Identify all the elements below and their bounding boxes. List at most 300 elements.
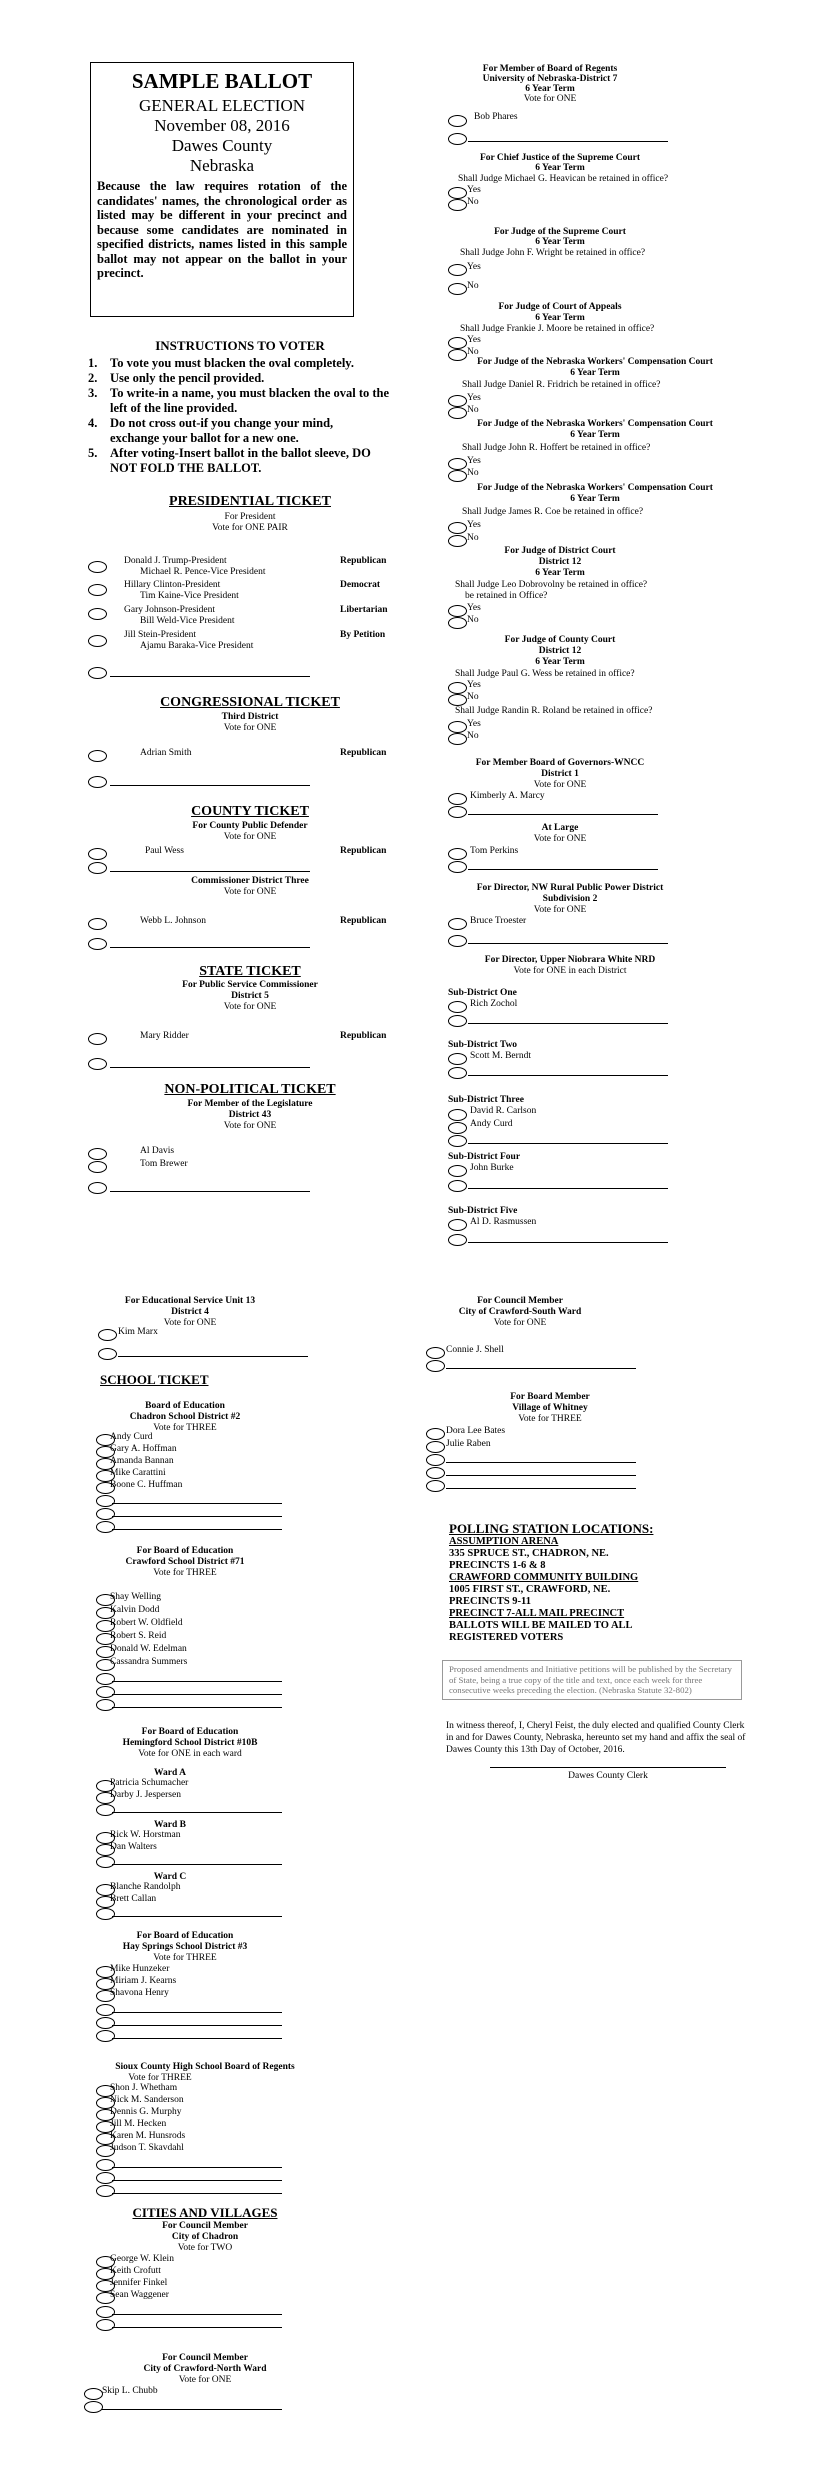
candidate-name: Mike Hunzeker <box>110 1964 170 1974</box>
candidate-name: Hillary Clinton-President <box>124 580 221 590</box>
party-label: Democrat <box>340 580 381 590</box>
candidate-name: Adrian Smith <box>140 748 192 758</box>
congressional-vote-for: Vote for ONE <box>223 723 277 733</box>
no-label: No <box>467 468 479 478</box>
candidate-name: Rich Zochol <box>470 999 518 1009</box>
yes-oval[interactable] <box>448 458 467 470</box>
signature-line <box>490 1767 726 1768</box>
write-in-oval[interactable] <box>426 1480 445 1492</box>
vote-oval[interactable] <box>448 1219 467 1231</box>
nw-rural-office: For Director, NW Rural Public Power District <box>476 883 664 893</box>
yes-label: Yes <box>467 335 481 345</box>
chadron-council-city: City of Chadron <box>171 2232 239 2242</box>
write-in-oval[interactable] <box>426 1360 445 1372</box>
candidate-name: Robert S. Reid <box>110 1631 167 1641</box>
supreme-court-office: For Judge of the Supreme Court <box>494 227 626 237</box>
yes-label: Yes <box>467 393 481 403</box>
candidate-name: Tom Brewer <box>140 1159 188 1169</box>
instruction-item: 3. To write-in a name, you must blacken the oval to the left of the line provided. <box>88 386 390 415</box>
write-in-line[interactable] <box>468 1188 668 1189</box>
chadron-school-district: Chadron School District #2 <box>129 1412 241 1422</box>
vote-oval[interactable] <box>426 1441 445 1453</box>
candidate-name: Scott M. Berndt <box>470 1051 531 1061</box>
nrd-subdistrict-title: Sub-District Two <box>448 1040 518 1050</box>
vote-oval-shell[interactable] <box>426 1347 445 1359</box>
state-vote-for: Vote for ONE <box>223 1002 277 1012</box>
crawford-north-vote-for: Vote for ONE <box>178 2375 232 2385</box>
instruction-item: 4. Do not cross out-if you change your mind, exchange your ballot for a new one. <box>88 416 334 445</box>
crawford-south-vote-for: Vote for ONE <box>493 1318 547 1328</box>
candidate-name: Rick W. Horstman <box>110 1830 181 1840</box>
candidate-name: George W. Klein <box>110 2254 174 2264</box>
write-in-line[interactable] <box>468 1023 668 1024</box>
running-mate: Michael R. Pence-Vice President <box>140 567 266 577</box>
yes-label: Yes <box>467 719 481 729</box>
esu-district: District 4 <box>171 1307 209 1317</box>
candidate-name: Blanche Randolph <box>110 1882 181 1892</box>
vote-oval-wess[interactable] <box>88 848 107 860</box>
write-in-oval[interactable] <box>426 1454 445 1466</box>
crawford-north-city: City of Crawford-North Ward <box>143 2364 267 2374</box>
legislature-district: District 43 <box>228 1110 272 1120</box>
write-in-oval[interactable] <box>96 2004 115 2016</box>
county-vote-for-1: Vote for ONE <box>223 832 277 842</box>
yes-oval[interactable] <box>448 337 467 349</box>
party-label: By Petition <box>340 630 386 640</box>
yes-oval[interactable] <box>448 682 467 694</box>
nrd-subdistrict-title: Sub-District One <box>448 988 517 998</box>
clerk-title: Dawes County Clerk <box>568 1771 648 1781</box>
candidate-name: Darby J. Jespersen <box>110 1790 181 1800</box>
nrd-subdistrict-title: Sub-District Three <box>448 1095 524 1105</box>
esu-vote-for: Vote for ONE <box>163 1318 217 1328</box>
write-in-oval[interactable] <box>96 2159 115 2171</box>
election-name: GENERAL ELECTION <box>138 96 306 115</box>
write-in-line[interactable] <box>112 2025 282 2026</box>
candidate-name: Amanda Bannan <box>110 1456 174 1466</box>
crawford-school-district: Crawford School District #71 <box>125 1557 245 1567</box>
vote-oval-smith[interactable] <box>88 750 107 762</box>
polling-precincts-1: PRECINCTS 1-6 & 8 <box>449 1560 546 1571</box>
nrd-vote-for: Vote for ONE in each District <box>513 966 627 976</box>
candidate-name: Miriam J. Kearns <box>110 1976 177 1986</box>
presidential-ticket-title: PRESIDENTIAL TICKET <box>169 494 331 509</box>
vote-oval[interactable] <box>448 1122 467 1134</box>
no-oval[interactable] <box>448 407 467 419</box>
write-in-line[interactable] <box>112 2327 282 2328</box>
retention-question: Shall Judge Daniel R. Fridrich be retained in office? <box>462 380 661 390</box>
vote-oval[interactable] <box>448 1109 467 1121</box>
no-oval[interactable] <box>448 694 467 706</box>
write-in-oval[interactable] <box>448 1067 467 1079</box>
party-label: Republican <box>340 846 387 856</box>
candidate-name: Shay Welling <box>110 1592 162 1602</box>
legislature-office: For Member of the Legislature <box>187 1099 313 1109</box>
candidate-name: Shon J. Whetham <box>110 2083 178 2093</box>
regents-office: For Member of Board of Regents <box>482 64 618 74</box>
write-in-oval[interactable] <box>96 1673 115 1685</box>
write-in-oval[interactable] <box>96 2306 115 2318</box>
nrd-subdistrict-title: Sub-District Four <box>448 1152 521 1162</box>
hemingford-school-office: For Board of Education <box>141 1727 239 1737</box>
candidate-name: Robert W. Oldfield <box>110 1618 183 1628</box>
wncc-at-large: At Large <box>541 823 579 833</box>
yes-label: Yes <box>467 262 481 272</box>
vote-oval-brewer[interactable] <box>88 1161 107 1173</box>
candidate-name: Gary Johnson-President <box>124 605 216 615</box>
crawford-school-vote-for: Vote for THREE <box>153 1568 217 1578</box>
comp-court-office: For Judge of the Nebraska Workers' Compensation Court <box>477 357 713 367</box>
ballot-header-box <box>90 62 354 317</box>
no-oval[interactable] <box>448 617 467 629</box>
write-in-oval[interactable] <box>448 1234 467 1246</box>
yes-label: Yes <box>467 520 481 530</box>
retention-question: Shall Judge Paul G. Wess be retained in office? <box>455 669 635 679</box>
election-date: November 08, 2016 <box>154 116 290 135</box>
retention-question: Shall Judge John R. Hoffert be retained in office? <box>462 443 651 453</box>
nrd-office: For Director, Upper Niobrara White NRD <box>484 955 656 965</box>
candidate-name: Brett Callan <box>110 1894 157 1904</box>
state-district: District 5 <box>231 991 269 1001</box>
vote-oval[interactable] <box>448 1165 467 1177</box>
candidate-name: Jennifer Finkel <box>110 2278 168 2288</box>
candidate-name: Karen M. Hunsrods <box>110 2131 186 2141</box>
write-in-oval[interactable] <box>448 1015 467 1027</box>
write-in-oval[interactable] <box>448 806 467 818</box>
candidate-name: Bruce Troester <box>470 916 527 926</box>
write-in-line[interactable] <box>112 1707 282 1708</box>
hay-springs-vote-for: Vote for THREE <box>153 1953 217 1963</box>
party-label: Libertarian <box>340 605 388 615</box>
write-in-line[interactable] <box>468 1075 668 1076</box>
write-in-oval[interactable] <box>448 133 467 145</box>
write-in-line[interactable] <box>112 1916 282 1917</box>
ballot-title: SAMPLE BALLOT <box>131 69 313 93</box>
vote-oval[interactable] <box>448 1053 467 1065</box>
vote-oval-perkins[interactable] <box>448 848 467 860</box>
no-label: No <box>467 405 479 415</box>
candidate-name: Jill Stein-President <box>124 630 197 640</box>
candidate-name: Tom Perkins <box>470 846 519 856</box>
state-office: For Public Service Commissioner <box>182 980 318 990</box>
chief-justice-office: For Chief Justice of the Supreme Court <box>479 153 641 163</box>
instruction-item: 2. Use only the pencil provided. <box>88 371 265 385</box>
crawford-north-office: For Council Member <box>162 2353 248 2363</box>
wncc-vote-for: Vote for ONE <box>533 780 587 790</box>
party-label: Republican <box>340 556 387 566</box>
retention-question: Shall Judge James R. Coe be retained in office? <box>462 507 644 517</box>
write-in-oval[interactable] <box>96 1699 115 1711</box>
presidential-vote-for: Vote for ONE PAIR <box>212 523 288 533</box>
candidate-name: Keith Crofutt <box>110 2266 161 2276</box>
write-in-line[interactable] <box>112 2193 282 2194</box>
write-in-oval[interactable] <box>448 1180 467 1192</box>
hemingford-school-district: Hemingford School District #10B <box>122 1738 258 1748</box>
yes-oval[interactable] <box>448 522 467 534</box>
write-in-line[interactable] <box>112 2012 282 2013</box>
write-in-oval[interactable] <box>448 861 467 873</box>
candidate-name: Nick M. Sanderson <box>110 2095 184 2105</box>
candidate-name: Jill M. Hecken <box>110 2119 167 2129</box>
write-in-oval[interactable] <box>88 938 107 950</box>
write-in-oval[interactable] <box>88 667 107 679</box>
polling-mail-note: BALLOTS WILL BE MAILED TO ALL REGISTERED VOTERS <box>449 1620 632 1643</box>
crawford-school-office: For Board of Education <box>136 1546 234 1556</box>
regents-vote-for: Vote for ONE <box>523 94 577 104</box>
comp-court-term: 6 Year Term <box>570 494 620 504</box>
write-in-line[interactable] <box>446 1475 636 1476</box>
whitney-vote-for: Vote for THREE <box>518 1414 582 1424</box>
yes-oval[interactable] <box>448 187 467 199</box>
candidate-name: Shavona Henry <box>110 1988 169 1998</box>
write-in-line[interactable] <box>446 1368 636 1369</box>
write-in-line[interactable] <box>112 2180 282 2181</box>
polling-mail-precinct: PRECINCT 7-ALL MAIL PRECINCT <box>449 1608 625 1619</box>
write-in-oval[interactable] <box>88 776 107 788</box>
nw-rural-vote-for: Vote for ONE <box>533 905 587 915</box>
no-label: No <box>467 197 479 207</box>
candidate-name: Al D. Rasmussen <box>470 1217 537 1227</box>
esu-office: For Educational Service Unit 13 <box>124 1296 256 1306</box>
write-in-oval[interactable] <box>426 1467 445 1479</box>
hay-springs-district: Hay Springs School District #3 <box>122 1942 248 1952</box>
candidate-name: Julie Raben <box>446 1439 491 1449</box>
vote-oval-trump[interactable] <box>88 561 107 573</box>
write-in-line[interactable] <box>102 2409 282 2410</box>
polling-address-1: 335 SPRUCE ST., CHADRON, NE. <box>449 1548 609 1559</box>
county-office-2: Commissioner District Three <box>191 876 309 886</box>
court-of-appeals-office: For Judge of Court of Appeals <box>498 302 622 312</box>
legislature-vote-for: Vote for ONE <box>223 1121 277 1131</box>
write-in-line[interactable] <box>468 869 658 870</box>
polling-location-2: CRAWFORD COMMUNITY BUILDING <box>449 1572 639 1583</box>
write-in-oval[interactable] <box>88 1058 107 1070</box>
retention-question-continued: be retained in Office? <box>465 591 548 601</box>
write-in-oval[interactable] <box>96 2185 115 2197</box>
vote-oval-marx[interactable] <box>98 1329 117 1341</box>
retention-question: Shall Judge Frankie J. Moore be retained in office? <box>460 324 655 334</box>
court-of-appeals-term: 6 Year Term <box>535 313 585 323</box>
retention-question: Shall Judge Leo Dobrovolny be retained in office? <box>455 580 648 590</box>
no-label: No <box>467 533 479 543</box>
write-in-oval[interactable] <box>448 935 467 947</box>
comp-court-office: For Judge of the Nebraska Workers' Compensation Court <box>477 419 713 429</box>
candidate-name: Donald W. Edelman <box>110 1644 187 1654</box>
nrd-subdistrict-title: Sub-District Five <box>448 1206 518 1216</box>
presidential-office: For President <box>224 512 276 522</box>
state-ticket-title: STATE TICKET <box>199 964 301 979</box>
candidate-name: Boone C. Huffman <box>110 1480 183 1490</box>
supreme-court-term: 6 Year Term <box>535 237 585 247</box>
no-label: No <box>467 347 479 357</box>
chief-justice-term: 6 Year Term <box>535 163 585 173</box>
write-in-oval[interactable] <box>98 1348 117 1360</box>
write-in-line[interactable] <box>112 1812 282 1813</box>
write-in-oval[interactable] <box>96 1521 115 1533</box>
write-in-line[interactable] <box>112 2314 282 2315</box>
polling-location-1: ASSUMPTION ARENA <box>449 1536 559 1547</box>
party-label: Republican <box>340 916 387 926</box>
running-mate: Tim Kaine-Vice President <box>140 591 239 601</box>
candidate-name: Donald J. Trump-President <box>124 556 227 566</box>
write-in-line[interactable] <box>446 1488 636 1489</box>
running-mate: Ajamu Baraka-Vice President <box>140 641 254 651</box>
write-in-line[interactable] <box>112 1503 282 1504</box>
write-in-oval[interactable] <box>88 862 107 874</box>
write-in-oval[interactable] <box>448 1135 467 1147</box>
retention-question: Shall Judge Michael G. Heavican be retained in office? <box>458 174 669 184</box>
write-in-oval[interactable] <box>96 1804 115 1816</box>
write-in-oval[interactable] <box>96 1856 115 1868</box>
write-in-line[interactable] <box>112 1529 282 1530</box>
write-in-line[interactable] <box>110 676 310 677</box>
no-oval[interactable] <box>448 470 467 482</box>
vote-oval-davis[interactable] <box>88 1148 107 1160</box>
write-in-line[interactable] <box>118 1356 308 1357</box>
write-in-oval[interactable] <box>96 1508 115 1520</box>
vote-oval-troester[interactable] <box>448 918 467 930</box>
instructions-title: INSTRUCTIONS TO VOTER <box>155 338 325 353</box>
write-in-oval[interactable] <box>96 2319 115 2331</box>
yes-oval[interactable] <box>448 395 467 407</box>
wncc-office: For Member Board of Governors-WNCC <box>475 758 645 768</box>
county-name: Dawes County <box>171 136 273 155</box>
yes-label: Yes <box>467 603 481 613</box>
write-in-line[interactable] <box>112 1864 282 1865</box>
candidate-name: Andy Curd <box>110 1432 153 1442</box>
party-label: Republican <box>340 1031 387 1041</box>
ward-title: Ward B <box>154 1820 186 1830</box>
county-vote-for-2: Vote for ONE <box>223 887 277 897</box>
candidate-name: Dora Lee Bates <box>446 1426 506 1436</box>
write-in-line[interactable] <box>468 141 668 142</box>
instructions-list <box>88 356 408 476</box>
write-in-oval[interactable] <box>88 1182 107 1194</box>
no-oval[interactable] <box>448 283 467 295</box>
cities-villages-title: CITIES AND VILLAGES <box>132 2205 278 2220</box>
regents-district: University of Nebraska-District 7 <box>482 74 618 84</box>
yes-label: Yes <box>467 680 481 690</box>
hay-springs-office: For Board of Education <box>136 1931 234 1941</box>
district-court-term: 6 Year Term <box>535 568 585 578</box>
candidate-name: John Burke <box>470 1163 514 1173</box>
nw-rural-subdivision: Subdivision 2 <box>542 894 598 904</box>
whitney-office: For Board Member <box>510 1392 590 1402</box>
write-in-oval[interactable] <box>96 1908 115 1920</box>
write-in-line[interactable] <box>112 2038 282 2039</box>
write-in-line[interactable] <box>468 943 668 944</box>
candidate-name: Kalvin Dodd <box>110 1605 160 1615</box>
candidate-name: Mike Carattini <box>110 1468 166 1478</box>
yes-label: Yes <box>467 456 481 466</box>
write-in-line[interactable] <box>468 1242 668 1243</box>
congressional-ticket-title: CONGRESSIONAL TICKET <box>160 695 340 710</box>
candidate-name: Bob Phares <box>474 112 518 122</box>
ward-title: Ward A <box>154 1768 186 1778</box>
vote-oval[interactable] <box>448 1001 467 1013</box>
vote-oval-johnson[interactable] <box>88 608 107 620</box>
candidate-name: Dennis G. Murphy <box>110 2107 182 2117</box>
write-in-oval[interactable] <box>96 1686 115 1698</box>
candidate-name: Judson T. Skavdahl <box>110 2143 184 2153</box>
chadron-school-office: Board of Education <box>145 1401 225 1411</box>
district-court-office: For Judge of District Court <box>504 546 616 556</box>
vote-oval-chubb[interactable] <box>84 2388 103 2400</box>
county-court-office: For Judge of County Court <box>504 635 616 645</box>
instruction-item: 1. To vote you must blacken the oval completely. <box>88 356 354 370</box>
yes-oval[interactable] <box>448 605 467 617</box>
write-in-line[interactable] <box>446 1462 636 1463</box>
write-in-line[interactable] <box>112 2167 282 2168</box>
candidate-name: Cassandra Summers <box>110 1657 188 1667</box>
vote-oval-clinton[interactable] <box>88 584 107 596</box>
vote-oval-phares[interactable] <box>448 115 467 127</box>
write-in-oval[interactable] <box>96 2172 115 2184</box>
chadron-council-office: For Council Member <box>162 2221 248 2231</box>
yes-label: Yes <box>467 185 481 195</box>
vote-oval-marcy[interactable] <box>448 793 467 805</box>
write-in-line[interactable] <box>110 1067 310 1068</box>
candidate-name: Patricia Schumacher <box>110 1778 189 1788</box>
polling-precincts-2: PRECINCTS 9-11 <box>449 1596 531 1607</box>
write-in-oval[interactable] <box>84 2401 103 2413</box>
comp-court-term: 6 Year Term <box>570 430 620 440</box>
write-in-line[interactable] <box>112 1516 282 1517</box>
write-in-line[interactable] <box>112 1681 282 1682</box>
write-in-oval[interactable] <box>96 2017 115 2029</box>
write-in-line[interactable] <box>110 785 310 786</box>
yes-oval[interactable] <box>448 264 467 276</box>
write-in-line[interactable] <box>110 1191 310 1192</box>
vote-oval-johnson-webb[interactable] <box>88 918 107 930</box>
write-in-line[interactable] <box>468 1143 668 1144</box>
vote-oval[interactable] <box>426 1428 445 1440</box>
write-in-line[interactable] <box>110 871 310 872</box>
candidate-name: Gary A. Hoffman <box>110 1444 177 1454</box>
wncc-vote-for-2: Vote for ONE <box>533 834 587 844</box>
vote-oval-stein[interactable] <box>88 635 107 647</box>
ward-title: Ward C <box>153 1872 187 1882</box>
district-court-district: District 12 <box>538 557 582 567</box>
instruction-item: 5. After voting-Insert ballot in the ballot sleeve, DO NOT FOLD THE BALLOT. <box>88 446 371 475</box>
write-in-oval[interactable] <box>96 1495 115 1507</box>
retention-question: Shall Judge Randin R. Roland be retained in office? <box>455 706 653 716</box>
county-ticket-title: COUNTY TICKET <box>191 804 309 819</box>
candidate-name: Sean Waggener <box>110 2290 169 2300</box>
vote-oval-ridder[interactable] <box>88 1033 107 1045</box>
write-in-line[interactable] <box>468 814 658 815</box>
write-in-line[interactable] <box>112 1694 282 1695</box>
no-oval[interactable] <box>448 199 467 211</box>
no-oval[interactable] <box>448 733 467 745</box>
candidate-name: David R. Carlson <box>470 1106 537 1116</box>
party-label: Republican <box>340 748 387 758</box>
no-label: No <box>467 692 479 702</box>
yes-oval[interactable] <box>448 721 467 733</box>
witness-statement: In witness thereof, I, Cheryl Feist, the duly elected and qualified County Clerk in and for Dawes County, Nebraska, hereunto set my hand and affix the seal of Dawes County this 13th Day of October, 2016. <box>446 1721 746 1755</box>
candidate-name: Al Davis <box>140 1146 175 1156</box>
wncc-district: District 1 <box>541 769 579 779</box>
crawford-south-city: City of Crawford-South Ward <box>458 1307 582 1317</box>
polling-address-2: 1005 FIRST ST., CRAWFORD, NE. <box>449 1584 611 1595</box>
write-in-oval[interactable] <box>96 2030 115 2042</box>
candidate-name: Webb L. Johnson <box>140 916 206 926</box>
no-label: No <box>467 731 479 741</box>
nonpolitical-ticket-title: NON-POLITICAL TICKET <box>164 1082 336 1097</box>
write-in-line[interactable] <box>110 947 310 948</box>
county-court-term: 6 Year Term <box>535 657 585 667</box>
candidate-name: Dan Walters <box>110 1842 157 1852</box>
